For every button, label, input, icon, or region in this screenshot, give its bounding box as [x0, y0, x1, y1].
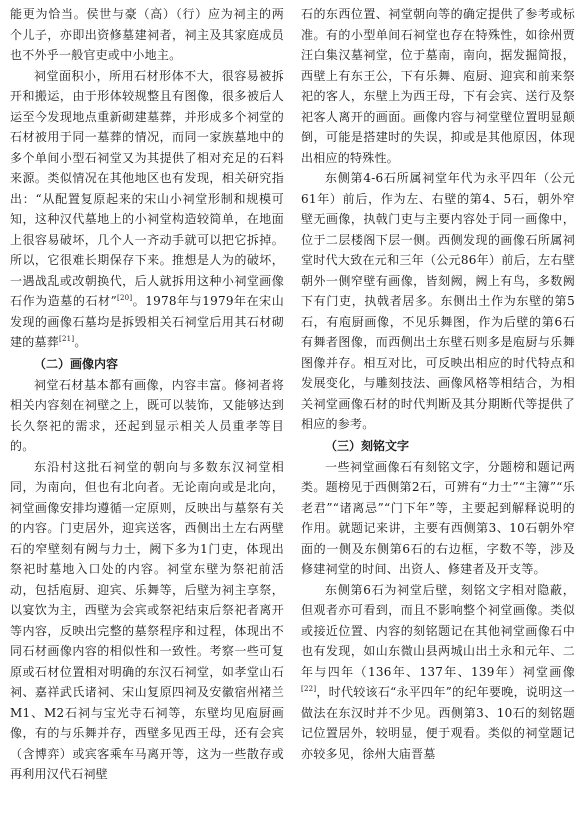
paragraph-text: 。1978年与1979年在宋山发现的画像石墓均是拆毁相关石祠堂后用其石材砌建的墓葬 — [10, 294, 284, 349]
paragraph — [301, 168, 575, 435]
paragraph-text: 祠堂石材基本都有画像，内容丰富。修祠者将相关内容刻在祠壁之上，既可以装饰，又能够达到长久祭祀的需求，还起到显示相关人员重孝等目的。 — [10, 377, 284, 453]
paragraph — [10, 375, 284, 457]
section-heading: （二）画像内容 — [34, 356, 119, 371]
citation-ref: [22] — [301, 685, 317, 693]
section-heading: （三）刻铭文字 — [325, 438, 410, 453]
paragraph — [301, 580, 575, 765]
paragraph — [10, 457, 284, 785]
paragraph — [301, 4, 575, 168]
paragraph — [301, 457, 575, 580]
two-column-body — [10, 4, 575, 785]
left-column — [10, 4, 284, 785]
paragraph-text: 祠堂面积小，所用石材形体不大，很容易被拆开和搬运，由于形体较规整且有图像，很多被后人运至今发现地点重新砌建墓葬，并形成多个祠堂的石材被用于同一墓葬的情况，而同一家族墓地中的多个单间小型石祠堂又为其提供了相对充足的石料来源。类似情况在其他地区也有发现，相关研究指出：“从配置复原起来的宋山小祠堂形制和规模可知，这种汉代墓地上的小祠堂构造较简单，在地面上很容易破坏，几个人一齐动手就可以把它拆掉。所以，它很难长期保存下来。推想是人为的破坏，一遇战乱或改朝换代，后人就拆用这种小祠堂画像石作为造墓的石材” — [10, 68, 284, 308]
citation-ref: [21] — [58, 335, 75, 343]
paragraph-text: ，时代较该石“永平四年”的纪年要晚，说明这一做法在东汉时并不少见。西侧第3、10石的刻铭题记位置居外，较明显，便于观看。类似的祠堂题记亦较多见，徐州大庙晋墓 — [301, 685, 575, 761]
paragraph — [10, 66, 284, 353]
paragraph-text: 能更为恰当。侯世与豪（高）（行）应为祠主的两个儿子，亦即出资修墓建祠者，祠主及其家庭成员也不外乎一般官吏或中小地主。 — [10, 7, 284, 62]
paragraph-text: 东侧第6石为祠堂后壁，刻铭文字相对隐蔽，但观者亦可看到，而且不影响整个祠堂画像。类似或接近位置、内容的刻铭题记在其他祠堂画像石中也有发现，如山东微山县两城山出土永和元年、二年与四年（136年、137年、139年）祠堂画像 — [301, 582, 575, 679]
citation-ref: [20] — [116, 294, 133, 302]
paragraph — [10, 4, 284, 66]
paragraph-text: 石的东西位置、祠堂朝向等的确定提供了参考或标准。有的小型单间石祠堂也存在特殊性，如徐州贾汪白集汉墓祠堂，位于墓南，南向，据发掘简报，西壁上有东王公，下有乐舞、庖厨、迎宾和前来祭祀的客人，东壁上为西王母，下有会宾、送行及祭祀客人离开的画面。画像内容与祠堂壁位置明显颠倒，可能是搭建时的失误，抑或是其他原因，体现出相应的特殊性。 — [301, 7, 575, 165]
paragraph-text: 东侧第4-6石所属祠堂年代为永平四年（公元61年）前后，作为左、右壁的第4、5石，朝外窄壁无画像，执戟门吏与主要内容处于同一画像中，位于二层楼阁下层一侧。西侧发现的画像石所属祠堂时代大致在元和三年（公元86年）前后，左右壁朝外一侧窄壁有画像，皆刻阙，阙上有鸟，多数阙下有门吏，执戟者居多。东侧出土作为东壁的第5石，有庖厨画像，不见乐舞图，作为后壁的第6石有舞者图像，而西侧出土东壁石则多是庖厨与乐舞图像并存。相互对比，可反映出相应的时代特点和发展变化，与雕刻技法、画像风格等相结合，为相关祠堂画像石材的时代判断及其分期断代等提供了相应的参考。 — [301, 171, 575, 431]
paragraph-text: 一些祠堂画像石有刻铭文字，分题榜和题记两类。题榜见于西侧第2石，可辨有“力士”“主簿”“乐老君”“诸离忌”“门下年”等，主要起到解释说明的作用。就题记来讲，主要有西侧第3、10石朝外窄面的一侧及东侧第6石的右边框，字数不等，涉及修建祠堂的时间、出资人、修建者及开支等。 — [301, 459, 575, 576]
paragraph-text: 。 — [74, 335, 87, 349]
paragraph-text: 东沿村这批石祠堂的朝向与多数东汉祠堂相同，为南向，但也有北向者。无论南向或是北向，祠堂画像安排均遵循一定原则，反映出与墓祭有关的内容。门吏居外，迎宾送客，西侧出土左右两壁石的窄壁刻有阙与力士，阙下多为1门吏，体现出祭祀时墓地入口处的内容。祠堂东壁为祭祀前活动，包括庖厨、迎宾、乐舞等，后壁为祠主享祭，以宴饮为主，西壁为会宾或祭祀结束后祭祀者离开等内容，反映出完整的墓祭程序和过程，体现出不同石材画像内容的相似性和一致性。考察一些可复原或石材位置相对明确的东汉石祠堂，如孝堂山石祠、嘉祥武氏诸祠、宋山复原四祠及安徽宿州褚兰M1、M2石祠与宝光寺石祠等，东壁均见庖厨画像，有的与乐舞并存，西壁多见西王母，还有会宾（含博弈）或宾客乘车马离开等，这为一些散存或再利用汉代石祠壁 — [10, 459, 284, 781]
right-column — [301, 4, 575, 785]
